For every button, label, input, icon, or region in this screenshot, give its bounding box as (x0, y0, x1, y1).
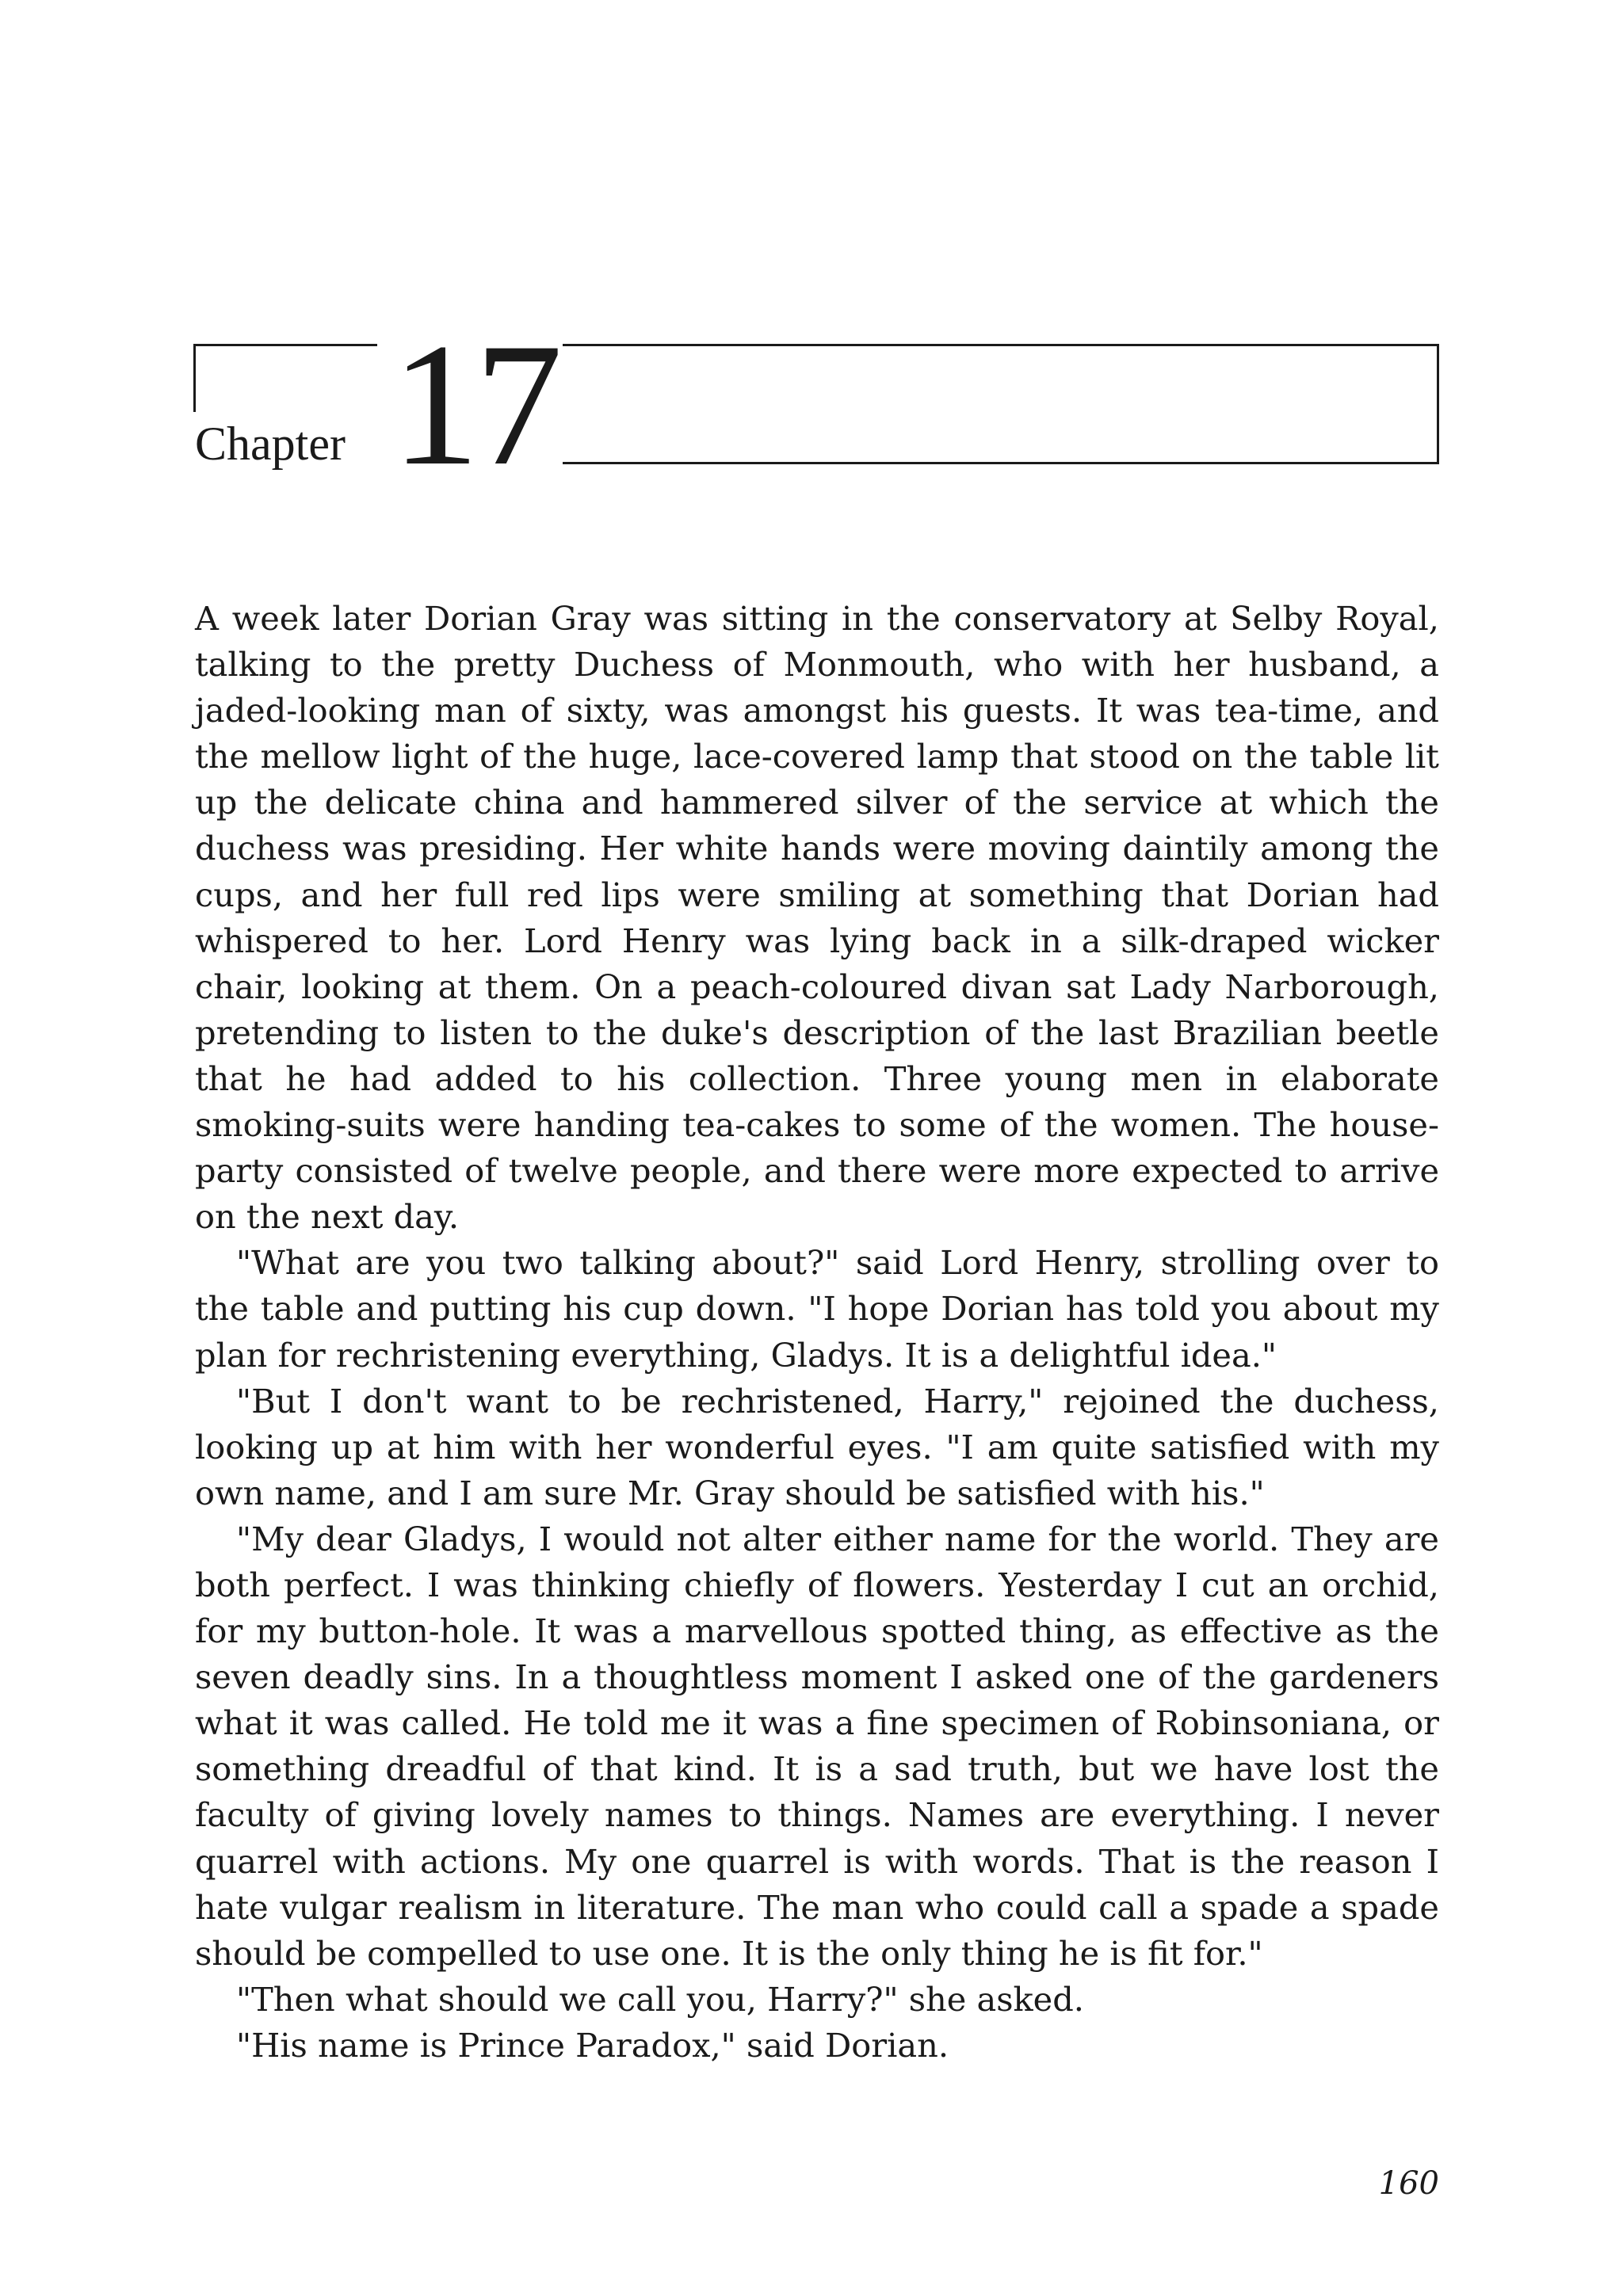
chapter-body (195, 596, 1439, 2069)
paragraph: "My dear Gladys, I would not alter either name for the world. They are both perfect. I was thinking chiefly of flowers. Yesterday I cut an orchid, for my button-hole. It was a marvellous spotted thing, as effective as the seven deadly sins. In a thoughtless moment I asked one of the gardeners what it was called. He told me it was a fine specimen of Robinsoniana, or something dreadful of that kind. It is a sad truth, but we have lost the faculty of giving lovely names to things. Names are everything. I never quarrel with actions. My one quarrel is with words. That is the reason I hate vulgar realism in literature. The man who could call a spade a spade should be compelled to use one. It is the only thing he is fit for." (195, 1519, 1439, 1973)
chapter-heading (193, 307, 1439, 502)
paragraph: "His name is Prince Paradox," said Dorian. (236, 2025, 949, 2065)
heading-frame-left (193, 344, 377, 412)
paragraph: A week later Dorian Gray was sitting in the conservatory at Selby Royal, talking to the pretty Duchess of Monmouth, who with her husband, a jaded-looking man of sixty, was amongst his guests. It was tea-time, and the mellow light of the huge, lace-covered lamp that stood on the table lit up the delicate china and hammered silver of the service at which the duchess was presiding. Her white hands were moving daintily among the cups, and her full red lips were smiling at something that Dorian had whispered to her. Lord Henry was lying back in a silk-draped wicker chair, looking at them. On a peach-coloured divan sat Lady Narborough, pretending to listen to the duke's description of the last Brazilian beetle that he had added to his collection. Three young men in elaborate smoking-suits were handing tea-cakes to some of the women. The house-party consisted of twelve people, and there were more expected to arrive on the next day. (195, 599, 1439, 1237)
paragraph: "But I don't want to be rechristened, Harry," rejoined the duchess, looking up at him with her wonderful eyes. "I am quite satisfied with my own name, and I am sure Mr. Gray should be satisfied with his." (195, 1381, 1439, 1512)
paragraph: "What are you two talking about?" said Lord Henry, strolling over to the table and putting his cup down. "I hope Dorian has told you about my plan for rechristening everything, Gladys. It is a delightful idea." (195, 1243, 1439, 1375)
chapter-number: 17 (391, 307, 558, 502)
page-number: 160 (1378, 2165, 1439, 2202)
paragraph: "Then what should we call you, Harry?" she asked. (236, 1979, 1085, 2019)
chapter-label: Chapter (195, 418, 346, 470)
heading-frame-right (563, 344, 1439, 464)
